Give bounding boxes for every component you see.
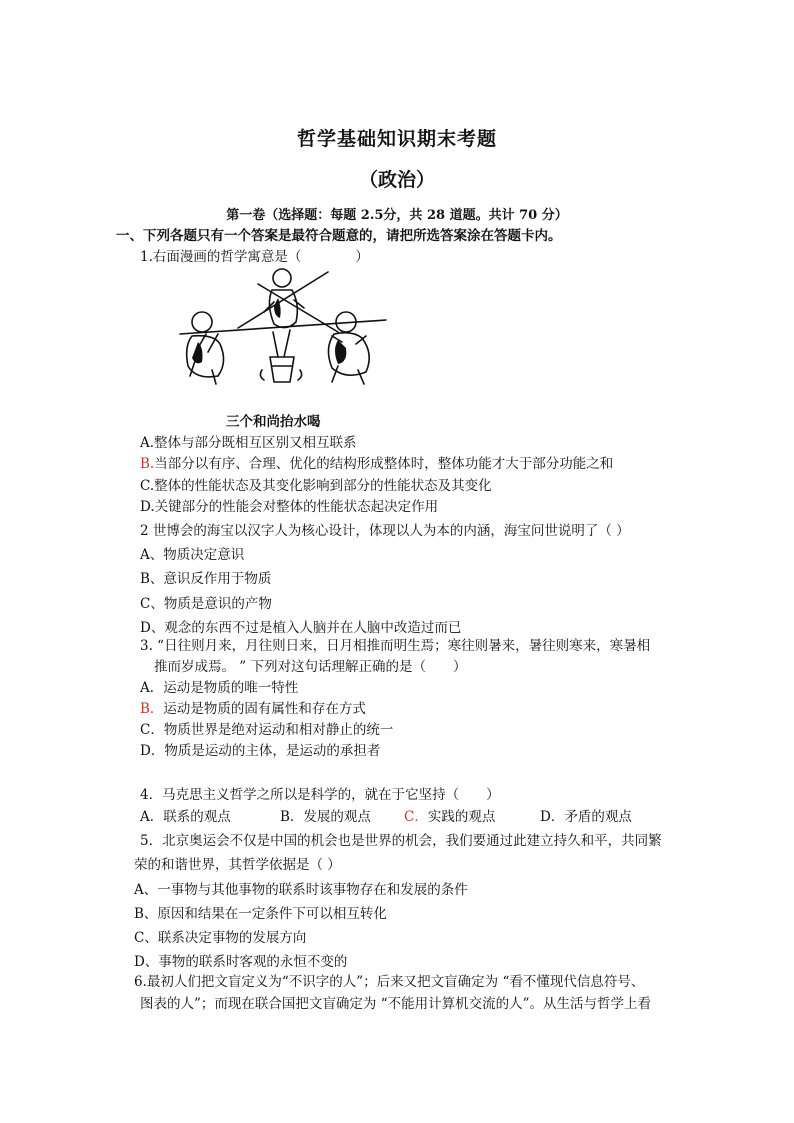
q5-stem-line1: 5．北京奥运会不仅是中国的机会也是世界的机会，我们要通过此建立持久和平，共同繁 — [140, 833, 662, 849]
q6-stem-line1: 6.最初人们把文盲定义为“不识字的人”；后来又把文盲确定为 “看不懂现代信息符号、 — [134, 974, 645, 990]
q3-option-b-letter: B． — [140, 701, 164, 717]
q1-option-a: A.整体与部分既相互区别又相互联系 — [140, 435, 357, 451]
q3-option-b-text: 运动是物质的固有属性和存在方式 — [163, 701, 366, 717]
q4-option-c-text: 实践的观点 — [427, 809, 496, 825]
q2-stem: 2 世博会的海宝以汉字人为核心设计，体现以人为本的内涵，海宝问世说明了（ ） — [140, 523, 630, 539]
q5-stem-line2: 荣的和谐世界，其哲学依据是（ ） — [134, 857, 341, 873]
q1-stem: 1.右面漫画的哲学寓意是（ ） — [140, 249, 369, 265]
q4-option-c — [404, 805, 495, 825]
q4-option-d: D．矛盾的观点 — [540, 809, 632, 825]
q1-option-b-text: 当部分以有序、合理、优化的结构形成整体时，整体功能才大于部分功能之和 — [154, 456, 614, 472]
q5-option-a: A、一事物与其他事物的联系时该事物存在和发展的条件 — [134, 882, 468, 898]
q3-option-a: A．运动是物质的唯一特性 — [140, 680, 299, 696]
q1-option-c: C.整体的性能状态及其变化影响到部分的性能状态及其变化 — [140, 478, 492, 494]
q4-option-c-letter: C． — [404, 809, 428, 825]
exam-subject: （政治） — [358, 169, 435, 191]
paper-info: 第一卷（选择题：每题 2.5分，共 28 道题。共计 70 分） — [226, 208, 568, 223]
q4-option-a: A．联系的观点 — [140, 809, 231, 825]
comic-caption: 三个和尚抬水喝 — [226, 414, 321, 430]
q4-option-b: B．发展的观点 — [280, 809, 371, 825]
q3-option-b — [140, 697, 366, 717]
q3-stem-line2: 推而岁成焉。 ” 下列对这句话理解正确的是（ ） — [154, 659, 467, 675]
q3-option-d: D．物质是运动的主体，是运动的承担者 — [140, 743, 381, 759]
q5-option-b: B、原因和结果在一定条件下可以相互转化 — [134, 906, 387, 922]
q5-option-d: D、事物的联系时客观的永恒不变的 — [134, 954, 348, 970]
q4-stem: 4．马克思主义哲学之所以是科学的，就在于它坚持（ ） — [140, 787, 500, 803]
q1-option-b — [140, 452, 613, 472]
q3-option-c: C．物质世界是绝对运动和相对静止的统一 — [140, 722, 394, 738]
q1-option-d: D.关键部分的性能会对整体的性能状态起决定作用 — [140, 499, 439, 515]
section-heading: 一、下列各题只有一个答案是最符合题意的，请把所选答案涂在答题卡内。 — [116, 228, 562, 244]
exam-title: 哲学基础知识期末考题 — [296, 128, 497, 150]
q6-stem-line2: 图表的人”；而现在联合国把文盲确定为 “不能用计算机交流的人”。从生活与哲学上看 — [140, 996, 651, 1012]
q1-option-b-letter: B. — [140, 456, 155, 472]
q2-option-b: B、意识反作用于物质 — [140, 571, 272, 587]
q5-option-c: C、联系决定事物的发展方向 — [134, 930, 307, 946]
q2-option-c: C、物质是意识的产物 — [140, 596, 272, 612]
q2-option-d: D、观念的东西不过是植入人脑并在人脑中改造过而已 — [140, 620, 462, 636]
three-monks-comic-illustration — [178, 262, 388, 392]
q2-option-a: A、物质决定意识 — [140, 547, 245, 563]
q3-stem-line1: 3. “日往则月来，月往则日来，日月相推而明生焉；寒往则暑来，暑往则寒来，寒暑相 — [140, 638, 651, 654]
